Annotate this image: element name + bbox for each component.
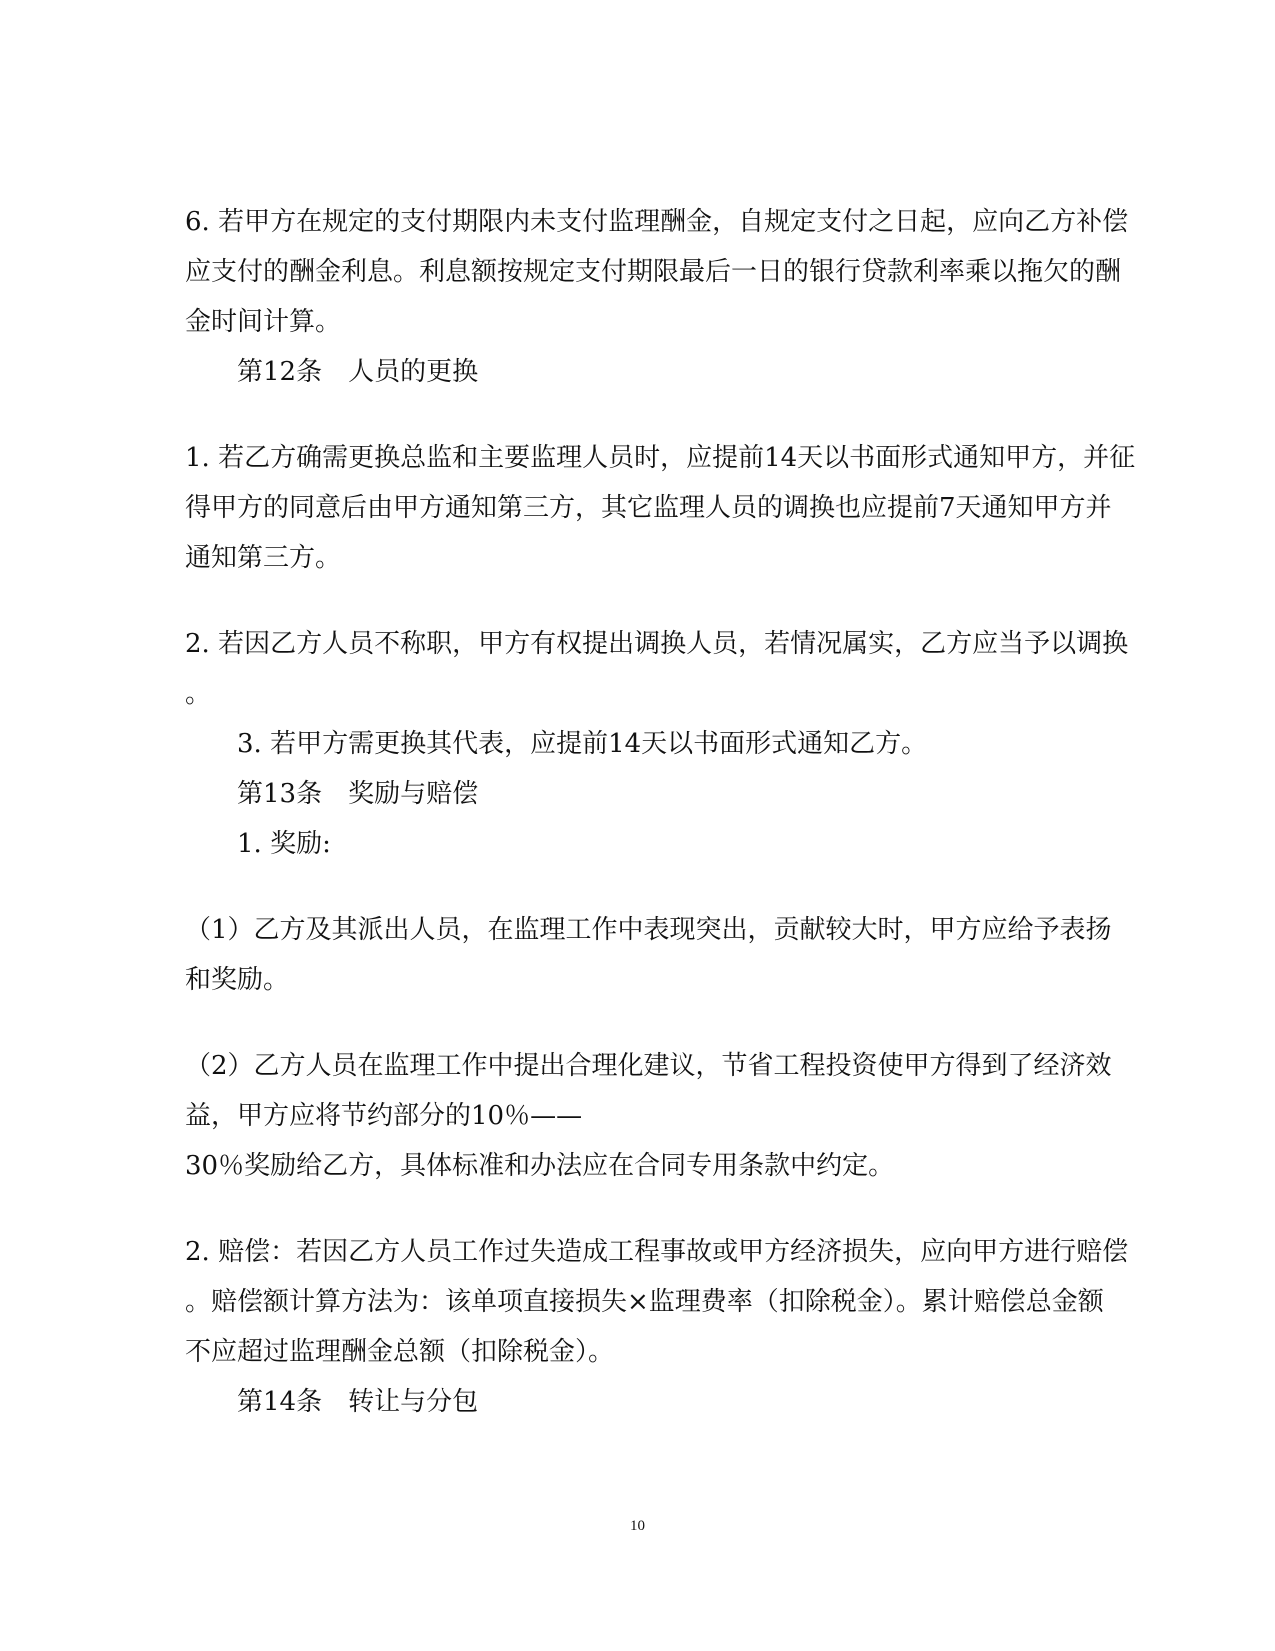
clause-12-item-1-line-1: 1. 若乙方确需更换总监和主要监理人员时，应提前14天以书面形式通知甲方，并征 bbox=[185, 443, 1136, 473]
page-number: 10 bbox=[630, 1518, 645, 1534]
clause-13-sub-1-line-1: （1）乙方及其派出人员，在监理工作中表现突出，贡献较大时，甲方应给予表扬 bbox=[185, 915, 1112, 945]
clause-13-sub-1-line-2: 和奖励。 bbox=[185, 965, 290, 995]
clause-14-heading: 第14条 转让与分包 bbox=[237, 1387, 479, 1417]
clause-12-item-1-line-3: 通知第三方。 bbox=[185, 543, 342, 573]
clause-13-sub-2-line-1: （2）乙方人员在监理工作中提出合理化建议，节省工程投资使甲方得到了经济效 bbox=[185, 1051, 1112, 1081]
clause-12-heading: 第12条 人员的更换 bbox=[237, 357, 479, 387]
clause-12-item-3: 3. 若甲方需更换其代表，应提前14天以书面形式通知乙方。 bbox=[237, 729, 928, 759]
clause-13-item-2-line-3: 不应超过监理酬金总额（扣除税金）。 bbox=[185, 1337, 615, 1367]
clause-13-sub-2-line-3: 30％奖励给乙方，具体标准和办法应在合同专用条款中约定。 bbox=[185, 1151, 895, 1181]
clause-11-item-6-line-2: 应支付的酬金利息。利息额按规定支付期限最后一日的银行贷款利率乘以拖欠的酬 bbox=[185, 257, 1122, 287]
clause-13-sub-2-line-2: 益，甲方应将节约部分的10％—— bbox=[185, 1101, 583, 1131]
clause-13-item-2-line-2: 。赔偿额计算方法为：该单项直接损失×监理费率（扣除税金）。累计赔偿总金额 bbox=[185, 1287, 1104, 1317]
clause-11-item-6-line-3: 金时间计算。 bbox=[185, 307, 342, 337]
clause-13-item-1-heading: 1. 奖励: bbox=[237, 829, 331, 859]
clause-13-item-2-line-1: 2. 赔偿：若因乙方人员工作过失造成工程事故或甲方经济损失，应向甲方进行赔偿 bbox=[185, 1237, 1129, 1267]
clause-13-heading: 第13条 奖励与赔偿 bbox=[237, 779, 479, 809]
clause-12-item-1-line-2: 得甲方的同意后由甲方通知第三方，其它监理人员的调换也应提前7天通知甲方并 bbox=[185, 493, 1112, 523]
clause-12-item-2-line-1: 2. 若因乙方人员不称职，甲方有权提出调换人员，若情况属实，乙方应当予以调换 bbox=[185, 629, 1129, 659]
clause-11-item-6-line-1: 6. 若甲方在规定的支付期限内未支付监理酬金，自规定支付之日起，应向乙方补偿 bbox=[185, 207, 1129, 237]
clause-12-item-2-line-2: 。 bbox=[185, 679, 212, 709]
